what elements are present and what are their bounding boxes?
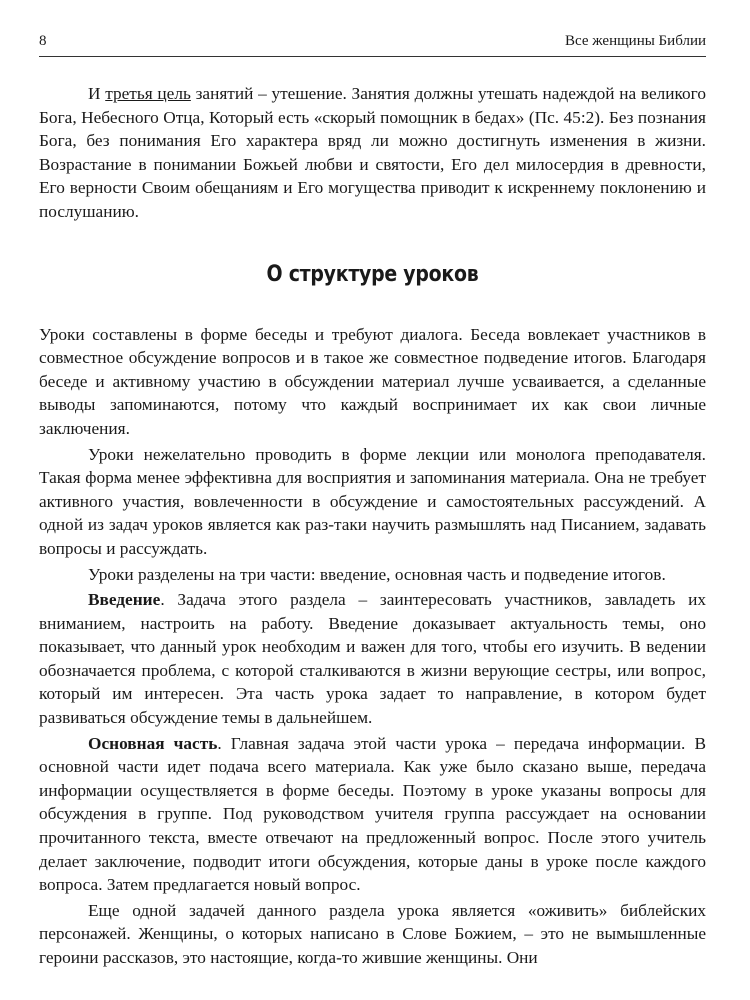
paragraph-3: Уроки разделены на три части: введение, основная часть и подведение итогов. [88, 564, 666, 584]
intro-underlined: третья цель [105, 84, 191, 103]
intro-before: И [88, 84, 106, 103]
page-header [39, 30, 706, 57]
page-number: 8 [39, 33, 47, 49]
intro-after: занятий – утешение. Занятия должны утешать надеждой на великого Бога, Небесного Отца, Который есть «скорый помощник в бедах» (Пс. 45:2). Без познания Бога, без понимания Его характера вряд ли можно достигнуть изменения в жизни. Возрастание в понимании Божьей любви и святости, Его дел милосердия в древности, Его верности Своим обещаниям и Его могущества приводит к искреннему поклонению и послушанию. [39, 84, 706, 221]
intro-term: Введение [88, 590, 161, 610]
section-title: О структуре уроков [266, 261, 479, 287]
page-body [39, 82, 706, 970]
main-part-term: Основная часть [88, 733, 218, 753]
paragraph-6: Еще одной задачей данного раздела урока является «оживить» библейских персонажей. Женщины, о которых написано в Слове Божием, – это не вымышленные героини рассказов, это настоящие, когда-то жившие женщины. Они [39, 900, 706, 967]
running-title: Все женщины Библии [565, 33, 706, 49]
paragraph-4 [39, 588, 706, 730]
paragraph-5 [39, 732, 706, 897]
paragraph-5-text: . Главная задача этой части урока – передача информации. В основной части идет подача всего материала. Как уже было сказано выше, передача информации осуществляется в форме беседы. Поэтому в уроке указаны вопросы для обсуждения в группе. Под руководством учителя группа рассуждает на основании прочитанного текста, вместе отвечают на предложенный вопрос. После этого учитель делает заключение, подводит итоги обсуждения, которые даны в уроке после каждого вопроса. Затем предлагается новый вопрос. [39, 733, 706, 895]
paragraph-4-text: . Задача этого раздела – заинтересовать участников, завладеть их вниманием, настроить на работу. Введение доказывает актуальность темы, оно показывает, что данный урок необходим и важен для того, чтобы его изучить. В ведении обозначается проблема, с которой сталкиваются в жизни верующие сестры, или вопрос, который им интересен. Эта часть урока задает то направление, в котором будет развиваться обсуждение темы в дальнейшем. [39, 590, 706, 728]
intro-paragraph [39, 82, 706, 224]
paragraph-1: Уроки составлены в форме беседы и требуют диалога. Беседа вовлекает участников в совместное обсуждение вопросов и в такое же совместное подведение итогов. Благодаря беседе и активному участию в обсуждении материал лучше усваивается, а сделанные выводы запоминаются, потому что каждый воспринимает их как свои личные заключения. [39, 324, 706, 438]
paragraph-2: Уроки нежелательно проводить в форме лекции или монолога преподавателя. Такая форма менее эффективна для восприятия и запоминания материала. Она не требует активного участия, вовлеченности в обсуждение и самостоятельных рассуждений. А одной из задач уроков является как раз-таки научить размышлять над Писанием, задавать вопросы и рассуждать. [39, 444, 706, 558]
